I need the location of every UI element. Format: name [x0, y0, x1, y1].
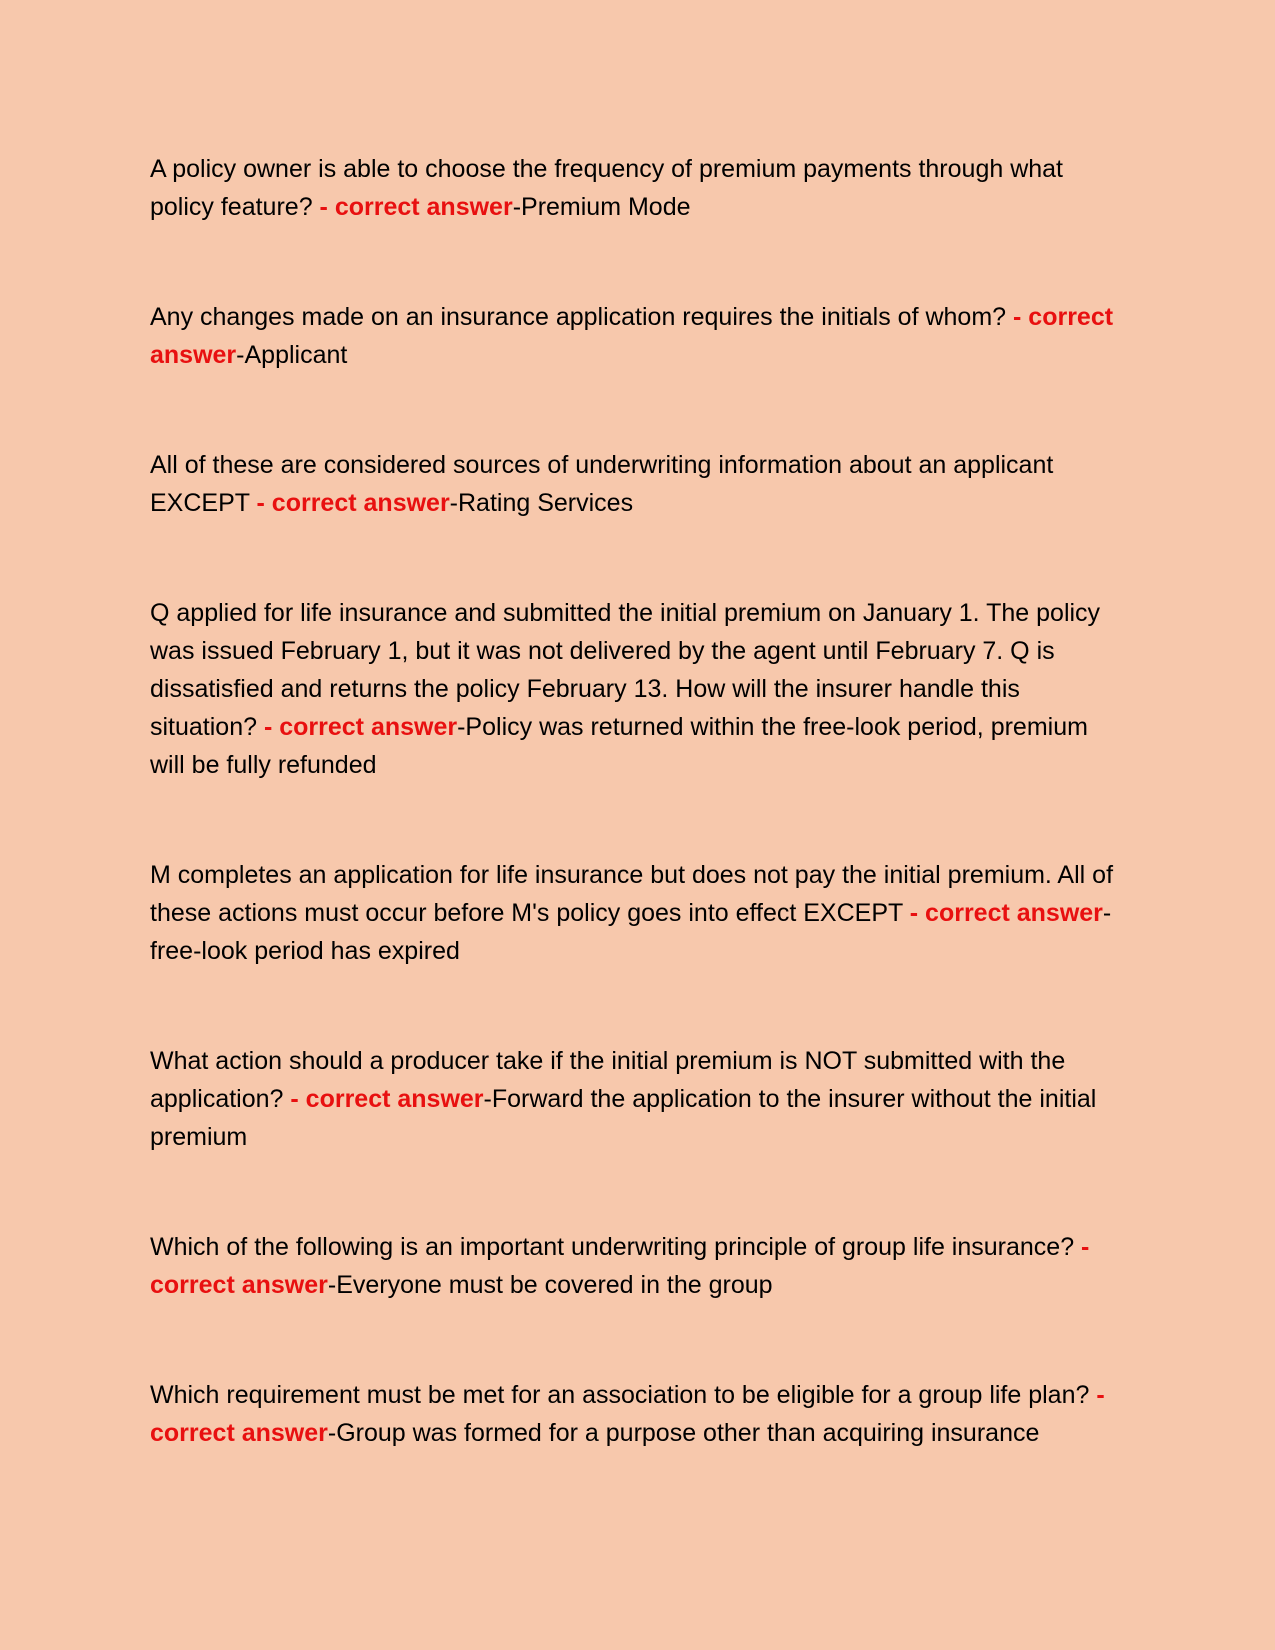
correct-answer-marker: - correct answer: [319, 193, 513, 221]
qa-item: [150, 446, 1125, 522]
qa-item: [150, 150, 1125, 226]
question-text: Any changes made on an insurance application requires the initials of whom?: [150, 303, 1014, 331]
answer-text: -Forward the application to the insurer without the initial premium: [150, 1085, 1097, 1151]
correct-answer-marker: - correct answer: [150, 1381, 1105, 1447]
answer-text: -Everyone must be covered in the group: [327, 1271, 773, 1299]
qa-item: [150, 1042, 1125, 1156]
answer-text: -free-look period has expired: [150, 899, 1112, 965]
question-text: A policy owner is able to choose the frequency of premium payments through what policy feature?: [150, 155, 1064, 221]
question-text: Which of the following is an important underwriting principle of group life insurance?: [150, 1233, 1082, 1261]
correct-answer-marker: - correct answer: [263, 713, 458, 741]
correct-answer-marker: - correct answer: [150, 303, 1114, 369]
answer-text: -Premium Mode: [512, 193, 691, 221]
qa-item: [150, 1376, 1125, 1452]
qa-item: [150, 594, 1125, 784]
question-text: Q applied for life insurance and submitted the initial premium on January 1. The policy was issued February 1, but it was not delivered by the agent until February 7. Q is dissatisfied and returns the policy February 13. How will the insurer handle this situation?: [150, 599, 1101, 741]
qa-item: [150, 298, 1125, 374]
qa-item: [150, 856, 1125, 970]
question-text: M completes an application for life insurance but does not pay the initial premium. All of these actions must occur before M's policy goes into effect EXCEPT: [150, 861, 1114, 927]
document-page: [150, 150, 1125, 1524]
correct-answer-marker: - correct answer: [909, 899, 1103, 927]
question-text: Which requirement must be met for an association to be eligible for a group life plan?: [150, 1381, 1097, 1409]
answer-text: -Group was formed for a purpose other than acquiring insurance: [327, 1419, 1040, 1447]
answer-text: -Policy was returned within the free-look period, premium will be fully refunded: [150, 713, 1088, 779]
correct-answer-marker: - correct answer: [290, 1085, 484, 1113]
answer-text: -Applicant: [236, 341, 348, 369]
correct-answer-marker: - correct answer: [150, 1233, 1090, 1299]
question-text: All of these are considered sources of underwriting information about an applicant EXCEPT: [150, 451, 1054, 517]
answer-text: -Rating Services: [449, 489, 634, 517]
correct-answer-marker: - correct answer: [256, 489, 450, 517]
question-text: What action should a producer take if the initial premium is NOT submitted with the application?: [150, 1047, 1066, 1113]
qa-item: [150, 1228, 1125, 1304]
